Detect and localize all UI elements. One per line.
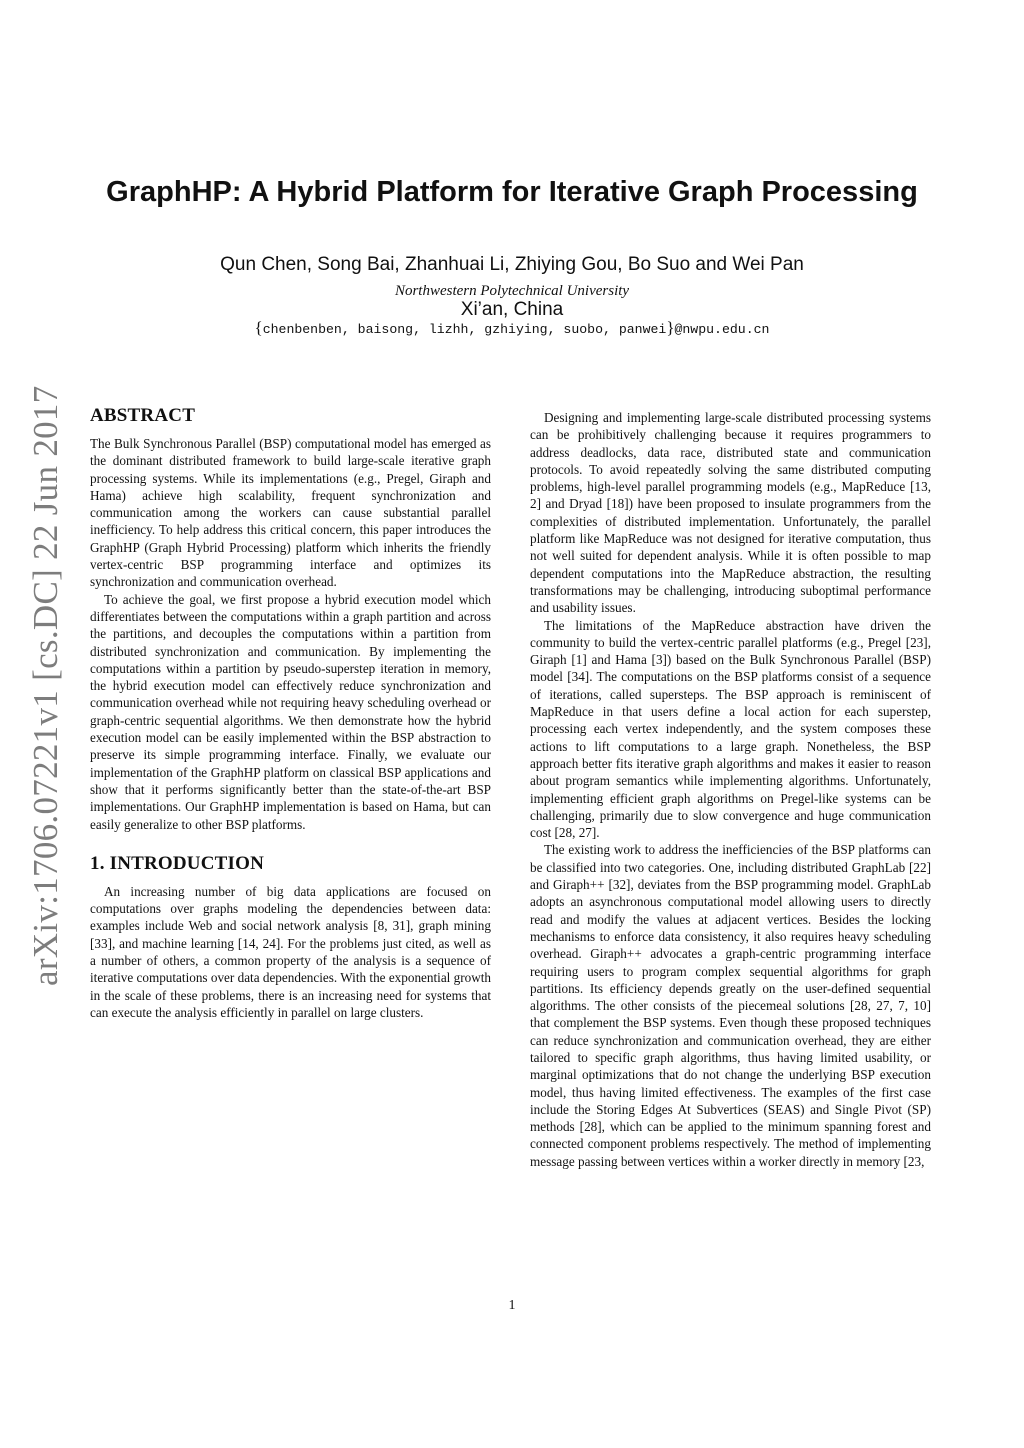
email-domain: @nwpu.edu.cn [674,322,770,337]
affiliation: Northwestern Polytechnical University [394,283,630,299]
body-paragraph-3: The existing work to address the inefficiencies of the BSP platforms can be classified into two categories. One, including distributed GraphLab [22] and Giraph++ [32], deviates from the BSP programming model. GraphLab adopts an asynchronous computational model allowing users to directly read and modify the values at adjacent vertices. Besides the locking mechanisms to enforce data consistency, it also requires heavy scheduling overhead. Giraph++ advocates a graph-centric programming interface requiring users to program complex sequential algorithms for graph partitions. Its efficiency depends greatly on the user-defined sequential algorithms. The other consists of the piecemeal solutions [28, 27, 7, 10] that complement the BSP systems. Even though these proposed techniques can reduce synchronization and communication overhead, they are either tailored to specific graph algorithms, thus having limited usability, or marginal optimizations that do not change the underlying BSP execution model, thus having limited effectiveness. The examples of the first case include the Storing Edges At Subvertices (SEAS) and Single Pivot (SP) methods [28], which can be applied to the minimum spanning forest and connected component problems respectively. The method of implementing message passing between vertices within a worker directly in memory [23, [530,842,931,1169]
arxiv-stamp: arXiv:1706.07221v1 [cs.DC] 22 Jun 2017 [26,385,65,986]
body-paragraph-1: Designing and implementing large-scale distributed processing systems can be prohibitively challenging because it requires programmers to address deadlocks, data race, distributed state and communication protocols. To avoid repeatedly solving the same distributed computing problems, high-level parallel programming models (e.g., MapReduce [13, 2] and Dryad [18]) have been proposed to insulate programmers from the complexities of distributed implementation. Unfortunately, the parallel platform like MapReduce was not designed for iterative computation, thus not well suited for dependent analysis. While it is often possible to map dependent computations into the MapReduce abstraction, the resulting transformations may be challenging, introducing suboptimal performance and usability issues. [530,410,931,616]
author-list: Qun Chen, Song Bai, Zhanhuai Li, Zhiying Gou, Bo Suo and Wei Pan [220,254,804,275]
introduction-heading: 1. INTRODUCTION [90,852,265,874]
email-open-brace: { [254,318,263,337]
abstract-paragraph-2: To achieve the goal, we first propose a hybrid execution model which differentiates between the computations within a graph partition and across the partitions, and decouples the computations within a partition from distributed synchronization and communication. By implementing the computations within a partition by pseudo-superstep iteration in memory, the hybrid execution model can effectively reduce synchronization and communication overhead while not requiring heavy scheduling overhead or graph-centric sequential algorithms. We then demonstrate how the hybrid execution model can be easily implemented within the BSP abstraction to preserve its simple programming interface. Finally, we evaluate our implementation of the GraphHP platform on classical BSP applications and show that it performs significantly better than the state-of-the-art BSP implementations. Our GraphHP implementation is based on Hama, but can easily generalize to other BSP platforms. [90,591,491,832]
email-list [60,319,964,339]
email-names: chenbenben, baisong, lizhh, gzhiying, suobo, panwei [262,322,667,337]
introduction-paragraph-1: An increasing number of big data applications are focused on computations over graphs modeling the dependencies between data: examples include Web and social network analysis [8, 31], graph mining [33], and machine learning [14, 24]. For the problems just cited, as well as a number of others, a common property of the analysis is a sequence of iterative computations over data dependencies. With the exponential growth in the scale of these problems, there is an increasing need for systems that can execute the analysis efficiently in parallel on large clusters. [90,883,491,1020]
email-close-brace: } [666,318,675,337]
page-number: 1 [508,1298,516,1313]
abstract-heading: ABSTRACT [90,405,196,426]
left-column [90,405,491,1021]
paper-title: GraphHP: A Hybrid Platform for Iterative Graph Processing [106,176,918,208]
right-column [530,409,931,1170]
location: Xi’an, China [460,299,564,320]
abstract-paragraph-1: The Bulk Synchronous Parallel (BSP) computational model has emerged as the dominant distributed framework to build large-scale iterative graph processing systems. While its implementations (e.g., Pregel, Giraph and Hama) achieve high scalability, frequent synchronization and communication among the workers can cause substantial parallel inefficiency. To help address this critical concern, this paper introduces the GraphHP (Graph Hybrid Processing) platform which inherits the friendly vertex-centric BSP programming interface and optimizes its synchronization and communication overhead. [90,436,491,590]
body-paragraph-2: The limitations of the MapReduce abstraction have driven the community to build the vertex-centric parallel platforms (e.g., Pregel [23], Giraph [1] and Hama [3]) based on the Bulk Synchronous Parallel (BSP) model [34]. The computations on the BSP platforms consist of a sequence of iterations, called supersteps. The BSP approach is reminiscent of MapReduce in that users define a local action for each superstep, processing each vertex independently, and the system composes these actions to lift computations to a large graph. Nonetheless, the BSP approach better fits iterative graph algorithms and makes it easier to reason about program semantics while implementing algorithms. Unfortunately, implementing efficient graph algorithms on Pregel-like systems can be challenging, primarily due to slow convergence and huge communication cost [28, 27]. [530,617,931,841]
